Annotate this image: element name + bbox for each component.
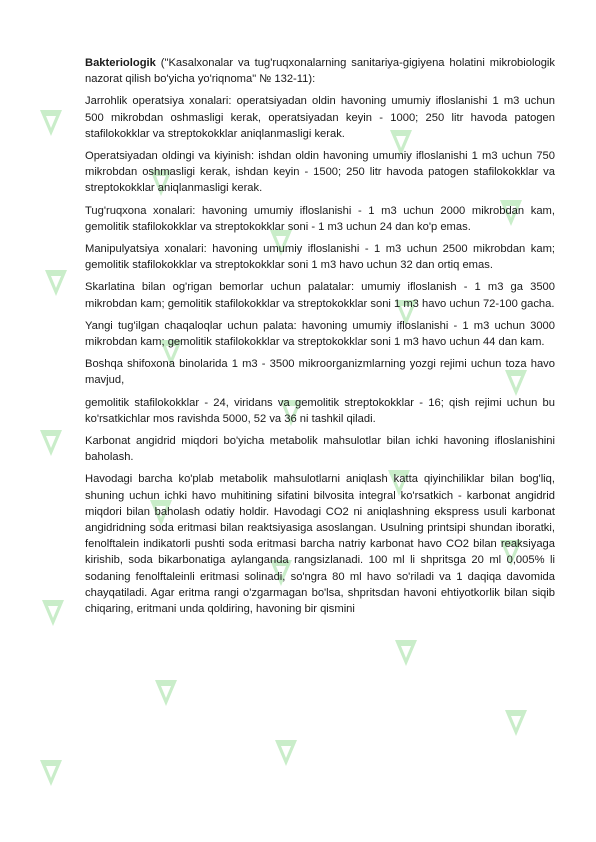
intro-paragraph: [85, 55, 555, 87]
paragraph-maternity-rooms: Tug'ruqxona xonalari: havoning umumiy ifloslanishi - 1 m3 uchun 2000 mikrobdan kam, gemolitik stafilokokklar va streptokokklar soni - 1 m3 uchun 24 dan ko'p emas.: [85, 204, 555, 233]
paragraph-hemolytic-counts: gemolitik stafilokokklar - 24, viridans va gemolitik streptokokklar - 16; qish rejimi uchun bu ko'rsatkichlar mos ravishda 5000, 52 va 36 ni tashkil qiladi.: [85, 396, 555, 425]
paragraph-co2-method: Havodagi barcha ko'plab metabolik mahsulotlarni aniqlash katta qiyinchiliklar bilan bog'liq, shuning uchun ichki havo muhitining sifatini bilvosita integral ko'rsatkich - karbonat angidrid miqdori bilan baholash odatiy holdir. Havodagi CO2 ni aniqlashning ekspress usuli karbonat angidridning soda eritmasi bilan reaktsiyasiga asoslangan. Usulning printsipi shundan iboratki, fenolftalein indikatorli pushti soda eritmasi barcha natriy karbonat havo CO2 bilan reaksiyaga kirishib, soda bikarbonatiga aylanganda rangsizlanadi. 100 ml li shpritsga 20 ml 0,005% li sodaning fenolftaleinli eritmasi solinadi, so'ngra 80 ml havo so'riladi va 1 daqiqa davomida chayqatiladi. Agar eritma rangi o'zgarmagan bo'lsa, shpritsdan havoni ehtiyotkorlik bilan siqib chiqaring, eritmani unda qoldiring, havoning bir qismini: [85, 473, 555, 616]
intro-text: ("Kasalxonalar va tug'ruqxonalarning sanitariya-gigiyena holatini mikrobiologik nazorat qilish bo'yicha yo'riqnoma" № 132-11):: [85, 57, 555, 86]
paragraph-manipulation-rooms: Manipulyatsiya xonalari: havoning umumiy ifloslanishi - 1 m3 uchun 2500 mikrobdan kam; gemolitik stafilokokklar va streptokokklar soni 1 m3 havo uchun 32 dan ortiq emas.: [85, 243, 555, 272]
paragraph-scarlet-fever-wards: Skarlatina bilan og'rigan bemorlar uchun palatalar: umumiy ifloslanish - 1 m3 ga 3500 mikrobdan kam; gemolitik stafilokokklar va streptokokklar soni 1 m3 havo uchun 72-100 gacha.: [85, 281, 555, 310]
paragraph-other-hospital-rooms: Boshqa shifoxona binolarida 1 m3 - 3500 mikroorganizmlarning yozgi rejimi uchun toza havo mavjud,: [85, 358, 555, 387]
paragraph-operating-rooms: Jarrohlik operatsiya xonalari: operatsiyadan oldin havoning umumiy ifloslanishi 1 m3 uchun 500 mikrobdan oshmasligi kerak, operatsiyadan keyin - 1000; 250 litr havoda patogen stafilokokklar va streptokokklar aniqlanmasligi kerak.: [85, 95, 555, 140]
paragraph-co2-assessment: Karbonat angidrid miqdori bo'yicha metabolik mahsulotlar bilan ichki havoning ifloslanishini baholash.: [85, 435, 555, 464]
paragraph-preoperative-dressing: Operatsiyadan oldingi va kiyinish: ishdan oldin havoning umumiy ifloslanishi 1 m3 uchun 750 mikrobdan oshmasligi kerak, ishdan keyin - 1500; 250 litr havoda patogen stafilokokklar va streptokokklar aniqlanmasligi kerak.: [85, 150, 555, 195]
intro-title: Bakteriologik: [85, 57, 156, 69]
document-body: [85, 55, 555, 623]
paragraph-newborn-ward: Yangi tug'ilgan chaqaloqlar uchun palata: havoning umumiy ifloslanishi - 1 m3 uchun 3000 mikrobdan kam; gemolitik stafilokokklar va streptokokklar soni 1 m3 havo uchun 44 dan kam.: [85, 319, 555, 349]
